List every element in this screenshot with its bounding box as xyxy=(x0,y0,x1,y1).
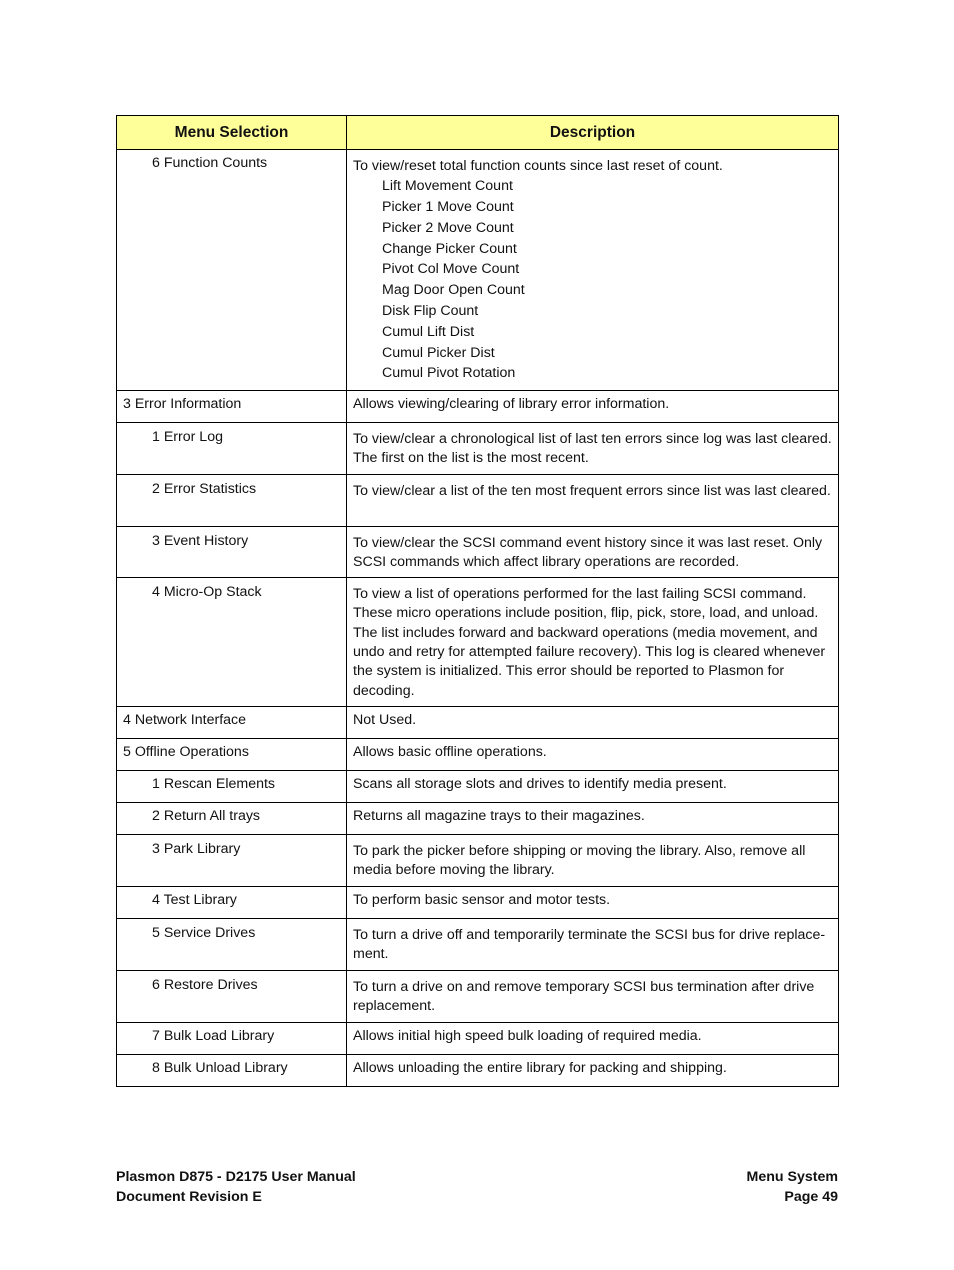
menu-selection-cell: 4 Micro-Op Stack xyxy=(117,578,347,707)
description-cell: Allows viewing/clearing of library error information. xyxy=(347,391,839,423)
table-row xyxy=(117,578,839,707)
table-row xyxy=(117,835,839,887)
counter-item: Lift Movement Count xyxy=(382,178,513,195)
menu-selection-cell: 6 Function Counts xyxy=(117,150,347,391)
document-revision: Document Revision E xyxy=(116,1188,262,1205)
description-cell: Allows unloading the entire library for packing and shipping. xyxy=(347,1054,839,1086)
menu-selection-cell: 3 Error Information xyxy=(117,391,347,423)
description-cell: Not Used. xyxy=(347,707,839,739)
counter-item: Mag Door Open Count xyxy=(382,282,525,299)
counter-item: Pivot Col Move Count xyxy=(382,261,520,278)
table-row xyxy=(117,771,839,803)
table-row xyxy=(117,970,839,1022)
table-row xyxy=(117,919,839,971)
table-row xyxy=(117,423,839,475)
menu-selection-table xyxy=(116,115,839,1087)
counter-item: Picker 2 Move Count xyxy=(382,219,514,236)
description-text: To view/reset total function counts since last reset of count. xyxy=(353,158,723,174)
menu-selection-cell: 6 Restore Drives xyxy=(117,970,347,1022)
counter-item: Cumul Pivot Rotation xyxy=(382,365,516,382)
description-cell: To perform basic sensor and motor tests. xyxy=(347,887,839,919)
description-cell: Scans all storage slots and drives to identify media present. xyxy=(347,771,839,803)
table-header-row xyxy=(117,116,839,150)
table-row xyxy=(117,739,839,771)
menu-selection-cell: 5 Service Drives xyxy=(117,919,347,971)
table-row xyxy=(117,887,839,919)
table-row xyxy=(117,526,839,578)
footer-left xyxy=(116,1168,356,1207)
menu-selection-cell: 3 Park Library xyxy=(117,835,347,887)
table-row xyxy=(117,1054,839,1086)
menu-selection-cell: 1 Rescan Elements xyxy=(117,771,347,803)
description-cell: To park the picker before shipping or moving the library. Also, remove all media before moving the library. xyxy=(347,835,839,887)
description-cell: To turn a drive off and temporarily terminate the SCSI bus for drive replace-ment. xyxy=(347,919,839,971)
description-cell xyxy=(347,150,839,391)
section-name: Menu System xyxy=(746,1169,838,1185)
counter-item: Cumul Lift Dist xyxy=(382,323,475,340)
description-cell: To turn a drive on and remove temporary SCSI bus termination after drive replacement. xyxy=(347,970,839,1022)
menu-selection-cell: 4 Test Library xyxy=(117,887,347,919)
menu-selection-cell: 2 Return All trays xyxy=(117,803,347,835)
table-row xyxy=(117,707,839,739)
counter-item: Disk Flip Count xyxy=(382,303,479,320)
description-cell: To view/clear the SCSI command event history since it was last reset. Only SCSI commands which affect library operations are recorded. xyxy=(347,526,839,578)
menu-selection-cell: 3 Event History xyxy=(117,526,347,578)
footer-right xyxy=(747,1168,838,1207)
page-number: Page 49 xyxy=(784,1188,838,1205)
menu-selection-cell: 2 Error Statistics xyxy=(117,474,347,526)
description-cell: To view/clear a chronological list of last ten errors since log was last cleared. The first on the list is the most recent. xyxy=(347,423,839,475)
menu-selection-cell: 7 Bulk Load Library xyxy=(117,1022,347,1054)
description-cell: Allows initial high speed bulk loading of required media. xyxy=(347,1022,839,1054)
menu-selection-cell: 8 Bulk Unload Library xyxy=(117,1054,347,1086)
header-description: Description xyxy=(347,116,839,150)
table-row xyxy=(117,391,839,423)
menu-selection-cell: 4 Network Interface xyxy=(117,707,347,739)
header-menu-selection: Menu Selection xyxy=(117,116,347,150)
menu-selection-cell: 1 Error Log xyxy=(117,423,347,475)
description-cell: To view a list of operations performed for the last failing SCSI command. These micro operations include position, flip, pick, store, load, and unload. The list includes forward and backward operations (media movement, and undo and retry for attempted failure recovery). This log is cleared whenever the system is initialized. This error should be reported to Plasmon for decoding. xyxy=(347,578,839,707)
description-cell: Allows basic offline operations. xyxy=(347,739,839,771)
table-row xyxy=(117,1022,839,1054)
counter-item: Change Picker Count xyxy=(382,240,517,257)
counter-item: Cumul Picker Dist xyxy=(382,344,495,361)
counter-item: Picker 1 Move Count xyxy=(382,199,514,216)
manual-title: Plasmon D875 - D2175 User Manual xyxy=(116,1169,356,1185)
description-cell: To view/clear a list of the ten most frequent errors since list was last cleared. xyxy=(347,474,839,526)
table-row xyxy=(117,150,839,391)
description-cell: Returns all magazine trays to their magazines. xyxy=(347,803,839,835)
table-row xyxy=(117,803,839,835)
table-row xyxy=(117,474,839,526)
menu-selection-cell: 5 Offline Operations xyxy=(117,739,347,771)
